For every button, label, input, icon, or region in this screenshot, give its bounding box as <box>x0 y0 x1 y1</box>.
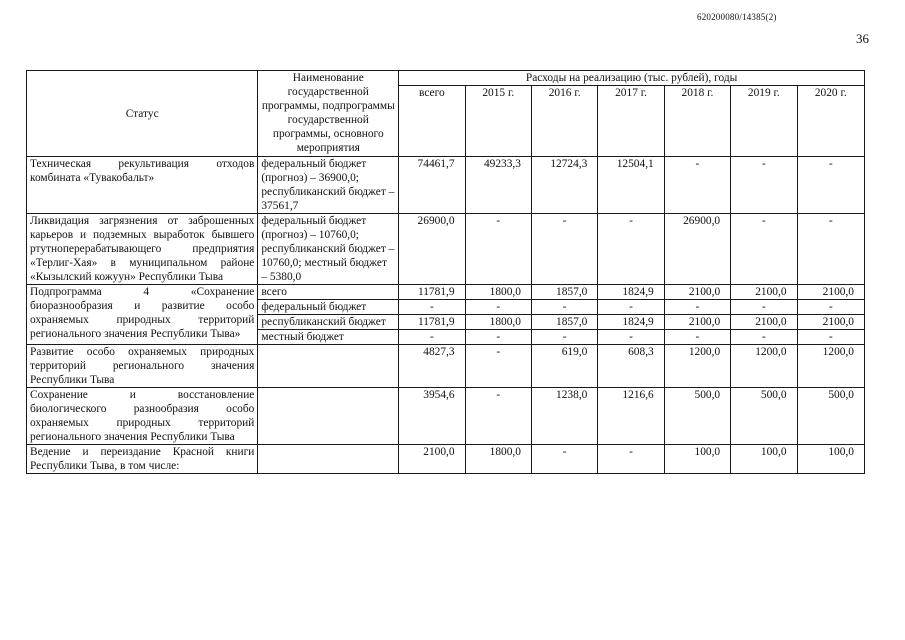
row-value: 4827,3 <box>399 345 465 388</box>
header-year: 2020 г. <box>797 86 864 157</box>
row-source: местный бюджет <box>258 330 399 345</box>
row-value: 2100,0 <box>399 445 465 474</box>
page-number: 36 <box>856 31 869 46</box>
row-value: 2100,0 <box>797 315 864 330</box>
row-source: всего <box>258 285 399 300</box>
row-value: 2100,0 <box>731 315 797 330</box>
row-value: - <box>797 300 864 315</box>
row-value: 2100,0 <box>797 285 864 300</box>
row-value: - <box>598 300 664 315</box>
row-value: - <box>531 300 597 315</box>
row-value: 1857,0 <box>531 315 597 330</box>
row-value: - <box>797 330 864 345</box>
document-code: 620200080/14385(2) <box>697 12 777 22</box>
header-year: 2015 г. <box>465 86 531 157</box>
row-value: 500,0 <box>731 388 797 445</box>
row-source <box>258 445 399 474</box>
row-value: 500,0 <box>664 388 730 445</box>
row-value: 100,0 <box>664 445 730 474</box>
row-value: - <box>399 300 465 315</box>
row-value: - <box>531 214 597 285</box>
row-value: - <box>465 214 531 285</box>
row-value: 2100,0 <box>664 285 730 300</box>
row-value: 11781,9 <box>399 315 465 330</box>
row-value: - <box>797 214 864 285</box>
row-value: - <box>465 330 531 345</box>
row-value: 3954,6 <box>399 388 465 445</box>
row-value: - <box>531 330 597 345</box>
budget-table <box>26 70 865 474</box>
row-status: Ликвидация загрязнения от заброшенных карьеров и подземных выработок бывшего ртутноперерабатывающего предприятия «Терлиг-Хая» в муниципальном районе «Кызылский кожуун» Республики Тыва <box>27 214 258 285</box>
row-status: Развитие особо охраняемых природных территорий регионального значения Республики Тыва <box>27 345 258 388</box>
row-value: 1238,0 <box>531 388 597 445</box>
row-value: - <box>731 214 797 285</box>
row-value: 100,0 <box>797 445 864 474</box>
header-status: Статус <box>27 71 258 157</box>
row-value: 1200,0 <box>664 345 730 388</box>
row-value: - <box>731 157 797 214</box>
row-value: - <box>399 330 465 345</box>
row-value: - <box>598 445 664 474</box>
table-row <box>27 285 865 300</box>
row-value: 1800,0 <box>465 285 531 300</box>
row-value: 1216,6 <box>598 388 664 445</box>
table-row <box>27 157 865 214</box>
row-value: - <box>465 300 531 315</box>
row-value: 26900,0 <box>399 214 465 285</box>
row-source <box>258 345 399 388</box>
row-value: 2100,0 <box>731 285 797 300</box>
header-name: Наименование государственной программы, подпрограммы государственной программы, основного мероприятия <box>258 71 399 157</box>
row-value: 2100,0 <box>664 315 730 330</box>
row-value: 1200,0 <box>731 345 797 388</box>
row-value: - <box>664 157 730 214</box>
row-status: Техническая рекультивация отходов комбината «Тувакобальт» <box>27 157 258 214</box>
row-value: - <box>531 445 597 474</box>
row-value: 500,0 <box>797 388 864 445</box>
header-year: 2016 г. <box>531 86 597 157</box>
table-row <box>27 345 865 388</box>
row-value: 608,3 <box>598 345 664 388</box>
row-value: - <box>465 388 531 445</box>
row-value: 1857,0 <box>531 285 597 300</box>
row-source: федеральный бюджет (прогноз) – 36900,0; республиканский бюджет – 37561,7 <box>258 157 399 214</box>
table-row <box>27 445 865 474</box>
row-value: - <box>664 300 730 315</box>
row-source: федеральный бюджет <box>258 300 399 315</box>
row-value: - <box>598 330 664 345</box>
row-value: - <box>664 330 730 345</box>
row-value: - <box>731 300 797 315</box>
row-value: 1824,9 <box>598 315 664 330</box>
row-status: Подпрограмма 4 «Сохранение биоразнообразия и развитие особо охраняемых природных территорий регионального значения Республики Тыва» <box>27 285 258 345</box>
row-value: 1824,9 <box>598 285 664 300</box>
header-year: 2018 г. <box>664 86 730 157</box>
row-status: Ведение и переиздание Красной книги Республики Тыва, в том числе: <box>27 445 258 474</box>
row-value: - <box>797 157 864 214</box>
header-year: всего <box>399 86 465 157</box>
row-value: 11781,9 <box>399 285 465 300</box>
row-value: - <box>598 214 664 285</box>
row-source: федеральный бюджет (прогноз) – 10760,0; республиканский бюджет – 10760,0; местный бюджет – 5380,0 <box>258 214 399 285</box>
table-row <box>27 388 865 445</box>
row-status: Сохранение и восстановление биологического разнообразия особо охраняемых природных территорий регионального значения Республики Тыва <box>27 388 258 445</box>
row-value: 1200,0 <box>797 345 864 388</box>
row-value: 1800,0 <box>465 445 531 474</box>
header-year: 2017 г. <box>598 86 664 157</box>
row-source <box>258 388 399 445</box>
row-value: 1800,0 <box>465 315 531 330</box>
row-value: 12724,3 <box>531 157 597 214</box>
table-body <box>27 157 865 474</box>
row-value: 12504,1 <box>598 157 664 214</box>
row-value: 26900,0 <box>664 214 730 285</box>
row-value: - <box>465 345 531 388</box>
header-expenses: Расходы на реализацию (тыс. рублей), годы <box>399 71 865 86</box>
row-value: 100,0 <box>731 445 797 474</box>
header-year: 2019 г. <box>731 86 797 157</box>
row-value: - <box>731 330 797 345</box>
table-row <box>27 214 865 285</box>
row-value: 619,0 <box>531 345 597 388</box>
row-source: республиканский бюджет <box>258 315 399 330</box>
row-value: 49233,3 <box>465 157 531 214</box>
row-value: 74461,7 <box>399 157 465 214</box>
